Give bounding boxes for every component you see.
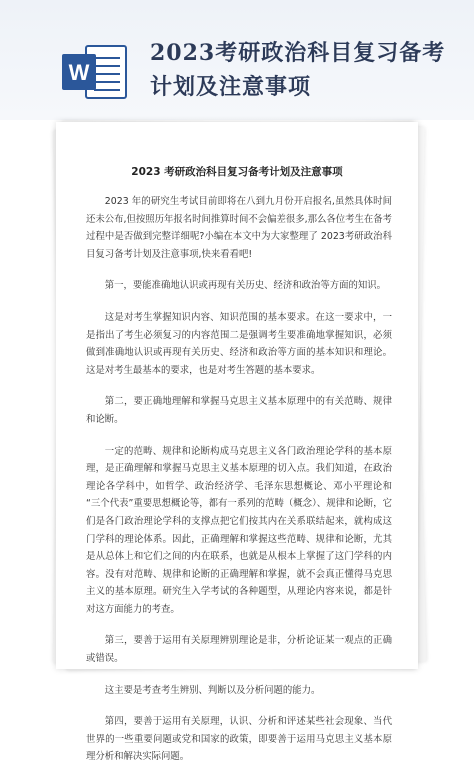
document-title: 2023 考研政治科目复习备考计划及注意事项 <box>131 166 343 178</box>
word-document-icon <box>60 42 130 102</box>
paragraph-point-3: 第三，要善于运用有关原理辨别理论是非，分析论证某一观点的正确或错误。 <box>86 635 392 665</box>
paragraph-point-1-detail: 这是对考生掌握知识内容、知识范围的基本要求。在这一要求中，一是指出了考生必须复习的内容范围二是强调考生要准确地掌握知识，必须做到准确地认识或再现有关历史、经济和政治等方面的基本知识和理论。这是对考生最基本的要求，也是对考生答题的基本要求。 <box>86 311 392 376</box>
header-banner <box>0 0 474 120</box>
word-icon-letter: W <box>68 60 90 85</box>
paragraph-intro: 2023 年的研究生考试目前即将在八到九月份开启报名,虽然具体时间还未公布,但按照历年报名时间推算时间不会偏差很多,那么各位考生在备考过程中是否做到完整详细呢?小编在本文中为大家整理了 2023考研政治科目复习备考计划及注意事项,快来看看吧! <box>86 196 392 260</box>
paragraph-point-1: 第一，要能准确地认识或再现有关历史、经济和政治等方面的知识。 <box>104 280 387 292</box>
document-page <box>56 122 418 763</box>
paragraph-point-2-detail: 一定的范畴、规律和论断构成马克思主义各门政治理论学科的基本原理，是正确理解和掌握马克思主义基本原理的切入点。我们知道，在政治理论各学科中，如哲学、政治经济学、毛泽东思想概论、邓小平理论和 “三个代表”重要思想概论等，都有一系列的范畴（概念）、规律和论断，它们是各门政治理论学科的支撑点把它们按其内在关系联结起来，就构成这门学科的理论体系。因此，正确理解和掌握这些范畴、规律和论断，尤其是从总体上和它们之间的内在联系，也就是从根本上掌握了这门学科的内容。没有对范畴、规律和论断的正确理解和掌握，就不会真正懂得马克思主义的基本原理。研究生入学考试的各种题型，从理论内容来说，都是针对这方面能力的考查。 <box>86 445 392 615</box>
header-title: 2023考研政治科目复习备考计划及注意事项 <box>150 40 446 100</box>
paragraph-point-3-detail: 这主要是考查考生辨别、判断以及分析问题的能力。 <box>104 684 321 696</box>
paragraph-point-4: 第四，要善于运用有关原理，认识、分析和评述某些社会现象、当代世界的一些重要问题或党和国家的政策，即要善于运用马克思主义基本原理分析和解决实际问题。 <box>86 716 392 763</box>
paragraph-point-2: 第二，要正确地理解和掌握马克思主义基本原理中的有关范畴、规律和论断。 <box>86 396 392 425</box>
